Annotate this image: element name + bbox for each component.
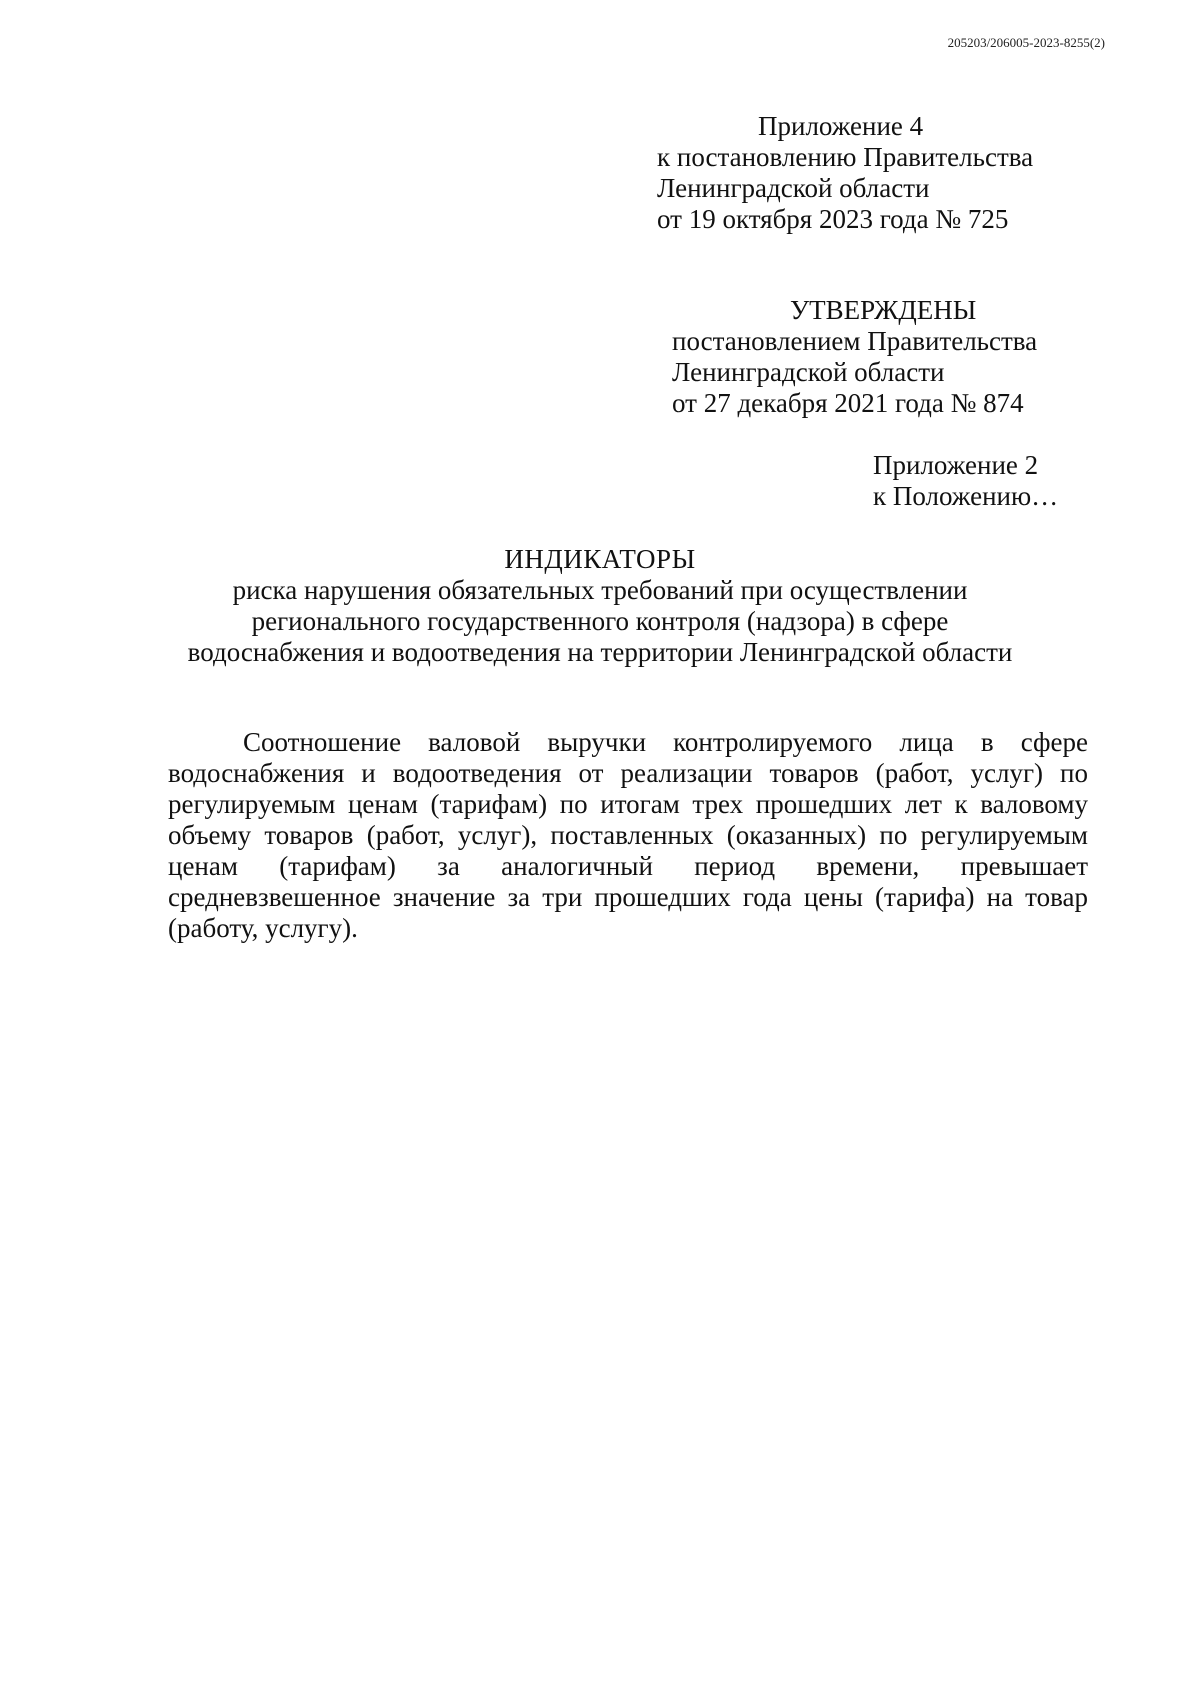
approval-stamp bbox=[672, 295, 1037, 419]
approved-heading: УТВЕРЖДЕНЫ bbox=[790, 295, 977, 325]
approved-by: постановлением Правительства bbox=[672, 326, 1038, 356]
title-subline-1: риска нарушения обязательных требований при осуществлении bbox=[232, 575, 968, 605]
appendix-4-title: Приложение 4 bbox=[758, 111, 924, 141]
body-paragraph: Соотношение валовой выручки контролируемого лица в сфере водоснабжения и водоотведения от реализации товаров (работ, услуг) по регулируемым ценам (тарифам) по итогам трех прошедших лет к валовому объему товаров (работ, услуг), поставленных (оказанных) по регулируемым ценам (тарифам) за аналогичный период времени, превышает средневзвешенное значение за три прошедших года цены (тарифа) на товар (работу, услугу). bbox=[168, 727, 1088, 943]
appendix-4-date: от 19 октября 2023 года № 725 bbox=[657, 204, 1009, 234]
appendix-2-header bbox=[873, 450, 1058, 512]
approved-date: от 27 декабря 2021 года № 874 bbox=[672, 388, 1024, 418]
document-registration-number: 205203/206005-2023-8255(2) bbox=[947, 35, 1105, 50]
appendix-2-title: Приложение 2 bbox=[873, 450, 1039, 480]
title-heading: ИНДИКАТОРЫ bbox=[504, 544, 696, 574]
title-subline-3: водоснабжения и водоотведения на территории Ленинградской области bbox=[187, 637, 1013, 667]
title-subline-2: регионального государственного контроля (надзора) в сфере bbox=[251, 606, 949, 636]
appendix-4-header bbox=[657, 111, 1033, 235]
appendix-2-reference: к Положению… bbox=[873, 481, 1059, 511]
document-title bbox=[0, 544, 1200, 668]
approved-region: Ленинградской области bbox=[672, 357, 945, 387]
appendix-4-region: Ленинградской области bbox=[657, 173, 930, 203]
appendix-4-reference: к постановлению Правительства bbox=[657, 142, 1034, 172]
